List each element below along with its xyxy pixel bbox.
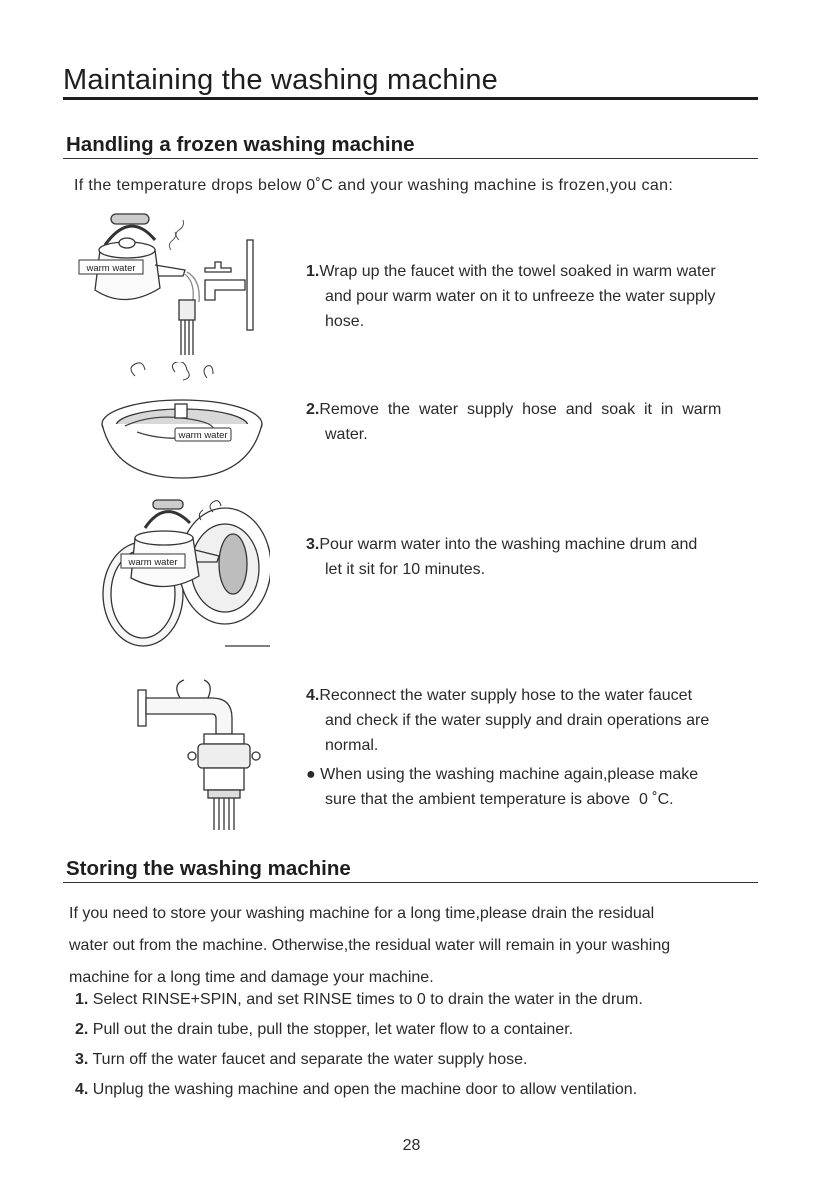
- step-text-line: Wrap up the faucet with the towel soaked in warm water: [319, 263, 716, 280]
- faucet-reconnect-illustration: [132, 676, 262, 832]
- step-number: 2.: [306, 401, 320, 418]
- storing-step-3: [75, 1051, 527, 1069]
- section-heading-storing: Storing the washing machine: [66, 857, 351, 880]
- storing-step-1: [75, 991, 643, 1009]
- drum-pouring-illustration: [95, 498, 270, 650]
- frozen-intro-text: If the temperature drops below 0˚C and your washing machine is frozen,you can:: [74, 177, 674, 194]
- section-divider-storing: [63, 882, 758, 883]
- step-text: Select RINSE+SPIN, and set RINSE times to 0 to drain the water in the drum.: [92, 991, 643, 1008]
- step-text-line: Remove the water supply hose and soak it in warm: [319, 401, 722, 418]
- step-number: 3.: [306, 536, 320, 553]
- step-number: 1.: [75, 991, 89, 1008]
- page-title: Maintaining the washing machine: [63, 64, 499, 96]
- step-text-line: Reconnect the water supply hose to the water faucet: [319, 687, 693, 704]
- warm-water-label: warm water: [178, 430, 228, 441]
- note-text-line: When using the washing machine again,please make: [320, 766, 699, 783]
- warm-water-label: warm water: [86, 263, 136, 274]
- title-divider: [63, 97, 758, 100]
- frozen-step-1: [306, 259, 770, 334]
- section-heading-frozen: Handling a frozen washing machine: [66, 133, 415, 156]
- page-number: 28: [402, 1137, 421, 1154]
- frozen-step-3: [306, 532, 770, 582]
- paragraph-line: If you need to store your washing machine for a long time,please drain the residual: [69, 905, 655, 922]
- bullet-icon: ●: [306, 766, 316, 783]
- section-divider-frozen: [63, 158, 758, 159]
- ambient-temperature-note: [306, 762, 770, 812]
- paragraph-line: water out from the machine. Otherwise,the residual water will remain in your washing: [69, 937, 671, 954]
- step-number: 3.: [75, 1051, 89, 1068]
- storing-step-2: [75, 1021, 573, 1039]
- note-text-line: sure that the ambient temperature is above 0 ˚C.: [325, 791, 674, 808]
- step-text: Pull out the drain tube, pull the stopper, let water flow to a container.: [92, 1021, 574, 1038]
- step-text-line: let it sit for 10 minutes.: [325, 561, 486, 578]
- step-text-line: hose.: [325, 313, 365, 330]
- step-text-line: and check if the water supply and drain operations are: [325, 712, 710, 729]
- paragraph-line: machine for a long time and damage your machine.: [69, 969, 434, 986]
- warm-water-label: warm water: [128, 557, 178, 568]
- step-text-line: Pour warm water into the washing machine drum and: [319, 536, 698, 553]
- kettle-faucet-illustration: [75, 210, 275, 360]
- step-number: 1.: [306, 263, 320, 280]
- step-number: 4.: [75, 1081, 89, 1098]
- step-text: Turn off the water faucet and separate the water supply hose.: [92, 1051, 528, 1068]
- bowl-soaking-illustration: [95, 362, 270, 482]
- step-text: Unplug the washing machine and open the machine door to allow ventilation.: [92, 1081, 638, 1098]
- step-number: 2.: [75, 1021, 89, 1038]
- step-text-line: and pour warm water on it to unfreeze the water supply: [325, 288, 716, 305]
- storing-step-4: [75, 1081, 637, 1099]
- step-text-line: normal.: [325, 737, 379, 754]
- step-text-line: water.: [325, 426, 368, 443]
- step-number: 4.: [306, 687, 320, 704]
- storing-paragraph: [69, 898, 759, 994]
- frozen-step-4: [306, 683, 770, 758]
- frozen-step-2: [306, 397, 770, 447]
